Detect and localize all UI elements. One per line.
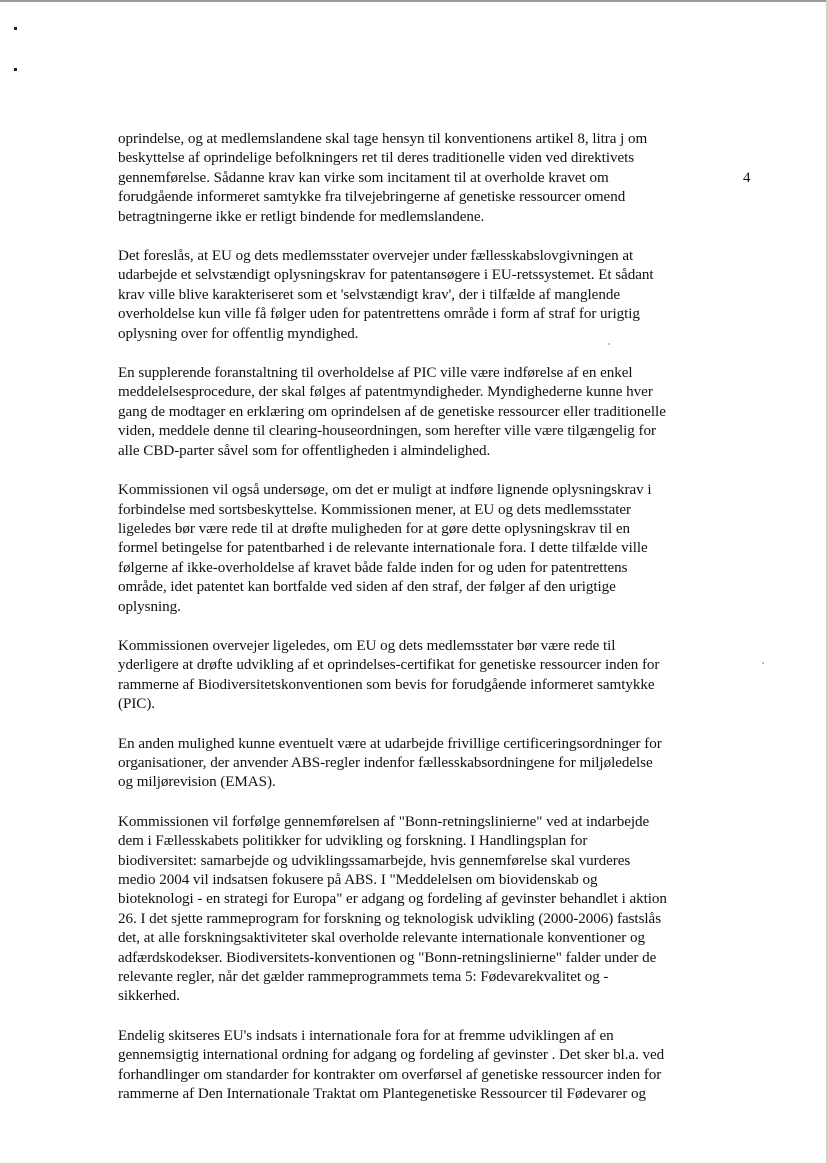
paragraph	[118, 813, 730, 1007]
text-line: rammerne af Biodiversitetskonventionen som bevis for forudgående informeret samtykke	[118, 676, 655, 693]
paragraph	[118, 247, 730, 344]
text-line: adfærdskodekser. Biodiversitets-konventionen og "Bonn-retningslinierne" falder under de	[118, 949, 657, 966]
paragraph	[118, 481, 730, 617]
text-line: krav ville blive karakteriseret som et 'selvstændigt krav', der i tilfælde af manglende	[118, 286, 620, 303]
text-line: formel betingelse for patentbarhed i de relevante internationale fora. I dette tilfælde ville	[118, 540, 648, 557]
text-line: overholdelse kun ville få følger uden for patentrettens område i form af straf for urigtig	[118, 306, 640, 323]
text-line: betragtningerne ikke er retligt bindende for medlemslandene.	[118, 208, 485, 225]
text-line: gennemførelse. Sådanne krav kan virke som incitament til at overholde kravet om	[118, 169, 609, 186]
paragraph	[118, 130, 730, 227]
paragraph	[118, 735, 730, 793]
text-line: oprindelse, og at medlemslandene skal tage hensyn til konventionens artikel 8, litra j om	[118, 131, 648, 147]
text-line: Endelig skitseres EU's indsats i internationale fora for at fremme udviklingen af en	[118, 1027, 614, 1044]
page-number: 4	[743, 170, 751, 186]
text-line: dem i Fællesskabets politikker for udvikling og forskning. I Handlingsplan for	[118, 833, 588, 850]
text-line: følgerne af ikke-overholdelse af kravet både falde inden for og uden for patentrettens	[118, 559, 628, 576]
text-line: Kommissionen vil også undersøge, om det er muligt at indføre lignende oplysningskrav i	[118, 482, 652, 499]
text-line: udarbejde et selvstændigt oplysningskrav for patentansøgere i EU-retssystemet. Et sådant	[118, 267, 654, 284]
text-line: gang de modtager en erklæring om oprindelsen af de genetiske ressourcer eller traditionelle	[118, 403, 666, 420]
binder-hole-mark	[14, 68, 17, 71]
binder-hole-mark	[14, 27, 17, 30]
text-line: En supplerende foranstaltning til overholdelse af PIC ville være indførelse af en enkel	[118, 365, 633, 382]
scan-speck	[762, 662, 764, 664]
text-line: oplysning.	[118, 598, 181, 615]
text-line: oplysning over for offentlig myndighed.	[118, 325, 359, 342]
paragraph	[118, 364, 730, 461]
text-line: beskyttelse af oprindelige befolkningers ret til deres traditionelle viden ved direktivets	[118, 150, 635, 167]
text-line: rammerne af Den Internationale Traktat om Plantegenetiske Ressourcer til Fødevarer og	[118, 1086, 647, 1103]
text-line: meddelelsesprocedure, der skal følges af patentmyndigheder. Myndighederne kunne hver	[118, 384, 653, 401]
text-line: relevante regler, når det gælder rammeprogrammets tema 5: Fødevarekvalitet og -	[118, 969, 609, 986]
text-line: organisationer, der anvender ABS-regler indenfor fællesskabsordningene for miljøledelse	[118, 754, 653, 771]
text-line: Kommissionen overvejer ligeledes, om EU og dets medlemsstater bør være rede til	[118, 637, 616, 654]
text-line: bioteknologi - en strategi for Europa" er adgang og fordeling af gevinster behandlet i aktion	[118, 891, 667, 908]
text-line: forhandlinger om standarder for kontrakter om overførsel af genetiske ressourcer inden for	[118, 1066, 662, 1083]
text-line: 26. I det sjette rammeprogram for forskning og teknologisk udvikling (2000-2006) fastslås	[118, 910, 662, 927]
text-line: ligeledes bør være rede til at drøfte muligheden for at gøre dette oplysningskrav til en	[118, 520, 630, 537]
scan-top-border	[0, 0, 827, 2]
text-line: forudgående informeret samtykke fra tilvejebringerne af genetiske ressourcer omend	[118, 189, 626, 206]
text-line: (PIC).	[118, 696, 156, 713]
text-line: medio 2004 vil indsatsen fokusere på ABS. I "Meddelelsen om biovidenskab og	[118, 872, 598, 888]
text-line: viden, meddele denne til clearing-houseordningen, som herefter ville være tilgængelig for	[118, 423, 656, 440]
text-line: Det foreslås, at EU og dets medlemsstater overvejer under fællesskabslovgivningen at	[118, 248, 634, 265]
text-line: Kommissionen vil forfølge gennemførelsen af "Bonn-retningslinierne" ved at indarbejde	[118, 813, 650, 830]
text-line: og miljørevision (EMAS).	[118, 774, 276, 791]
paragraph	[118, 637, 730, 715]
text-line: alle CBD-parter såvel som for offentligheden i almindelighed.	[118, 442, 491, 459]
document-body	[118, 130, 730, 1124]
text-line: område, idet patentet kan bortfalde ved siden af den straf, der følger af den urigtige	[118, 579, 616, 596]
text-line: biodiversitet: samarbejde og udviklingssamarbejde, hvis gennemførelse skal vurderes	[118, 852, 631, 869]
text-line: yderligere at drøfte udvikling af et oprindelses-certifikat for genetiske ressourcer inden for	[118, 657, 660, 674]
text-line: det, at alle forskningsaktiviteter skal overholde relevante internationale konventioner og	[118, 930, 645, 947]
text-line: gennemsigtig international ordning for adgang og fordeling af gevinster . Det sker bl.a. ved	[118, 1047, 665, 1064]
text-line: forbindelse med sortsbeskyttelse. Kommissionen mener, at EU og dets medlemsstater	[118, 501, 632, 518]
text-line: sikkerhed.	[118, 988, 180, 1005]
text-line: En anden mulighed kunne eventuelt være at udarbejde frivillige certificeringsordninger for	[118, 735, 662, 752]
paragraph	[118, 1027, 730, 1105]
